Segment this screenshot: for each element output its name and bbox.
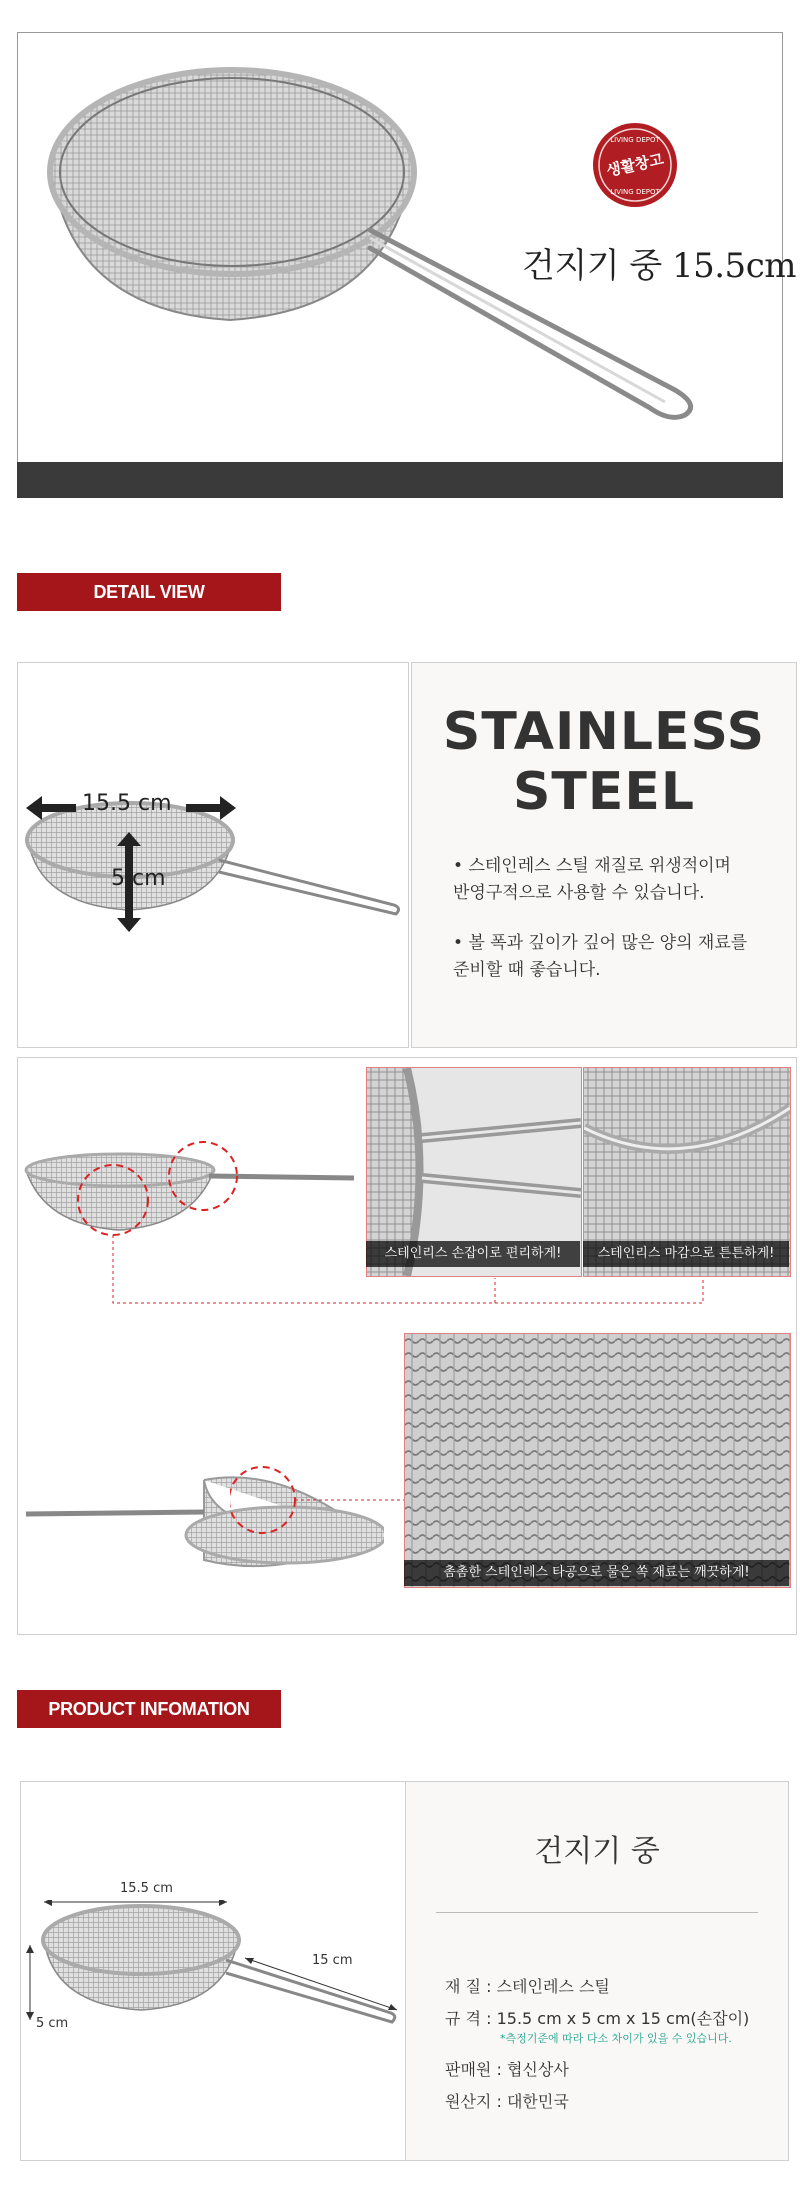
spec-divider bbox=[436, 1912, 758, 1913]
stainless-heading-line1: STAINLESS bbox=[442, 702, 766, 762]
width-label: 15.5 cm bbox=[82, 791, 172, 816]
stainless-heading-line2: STEEL bbox=[512, 762, 696, 822]
depth-label: 5 cm bbox=[111, 866, 166, 891]
product-dimension-lines bbox=[22, 1900, 422, 2050]
product-info-label: PRODUCT INFOMATION bbox=[17, 1690, 281, 1728]
spec-key-material: 재 질 : bbox=[445, 1977, 492, 1996]
svg-text:LIVING DEPOT: LIVING DEPOT bbox=[610, 136, 660, 144]
spec-row-origin bbox=[445, 2089, 569, 2112]
hero-product-title: 건지기 중 15.5cm bbox=[522, 246, 796, 286]
spec-key-seller: 판매원 : bbox=[445, 2060, 502, 2079]
feature-bullet-1: • 스테인레스 스틸 재질로 위생적이며 반영구적으로 사용할 수 있습니다. bbox=[453, 856, 731, 903]
spec-value-size: 15.5 cm x 5 cm x 15 cm(손잡이) bbox=[496, 2009, 750, 2028]
svg-text:LIVING DEPOT: LIVING DEPOT bbox=[610, 188, 660, 196]
spec-row-material bbox=[445, 1974, 610, 1997]
spec-value-material: 스테인레스 스틸 bbox=[496, 1977, 610, 1996]
feature-bullet-2: • 볼 폭과 깊이가 깊어 많은 양의 재료를 준비할 때 좋습니다. bbox=[453, 933, 748, 980]
detail-view-label: DETAIL VIEW bbox=[17, 573, 281, 611]
mesh-caption: 촘촘한 스테인레스 타공으로 물은 쏙 재료는 깨끗하게! bbox=[404, 1560, 789, 1586]
spec-row-seller bbox=[445, 2057, 569, 2080]
mesh-callout-lines bbox=[230, 1460, 410, 1560]
feature-bullet-1-text: 스테인레스 스틸 재질로 위생적이며 반영구적으로 사용할 수 있습니다. bbox=[453, 856, 731, 903]
spec-row-size bbox=[445, 2006, 749, 2029]
feature-bullet-2-text: 볼 폭과 깊이가 깊어 많은 양의 재료를 준비할 때 좋습니다. bbox=[453, 933, 748, 980]
product-length-label: 15 cm bbox=[312, 1953, 353, 1968]
product-name: 건지기 중 bbox=[534, 1834, 660, 1869]
spec-key-size: 규 격 : bbox=[445, 2009, 492, 2028]
brand-stamp-logo bbox=[590, 120, 680, 210]
svg-text:생활창고: 생활창고 bbox=[604, 150, 666, 180]
mesh-closeup-image bbox=[404, 1333, 791, 1588]
spec-value-origin: 대한민국 bbox=[506, 2092, 569, 2111]
spec-value-seller: 협신상사 bbox=[506, 2060, 569, 2079]
product-depth-label: 5 cm bbox=[36, 2016, 69, 2031]
spec-note: *측정기준에 따라 다소 차이가 있을 수 있습니다. bbox=[500, 2032, 732, 2045]
hero-bottom-bar bbox=[17, 462, 783, 498]
product-width-label: 15.5 cm bbox=[120, 1881, 173, 1896]
handle-caption: 스테인리스 손잡이로 편리하게! bbox=[366, 1241, 580, 1267]
rim-caption: 스테인리스 마감으로 튼튼하게! bbox=[583, 1241, 789, 1267]
spec-key-origin: 원산지 : bbox=[445, 2092, 502, 2111]
